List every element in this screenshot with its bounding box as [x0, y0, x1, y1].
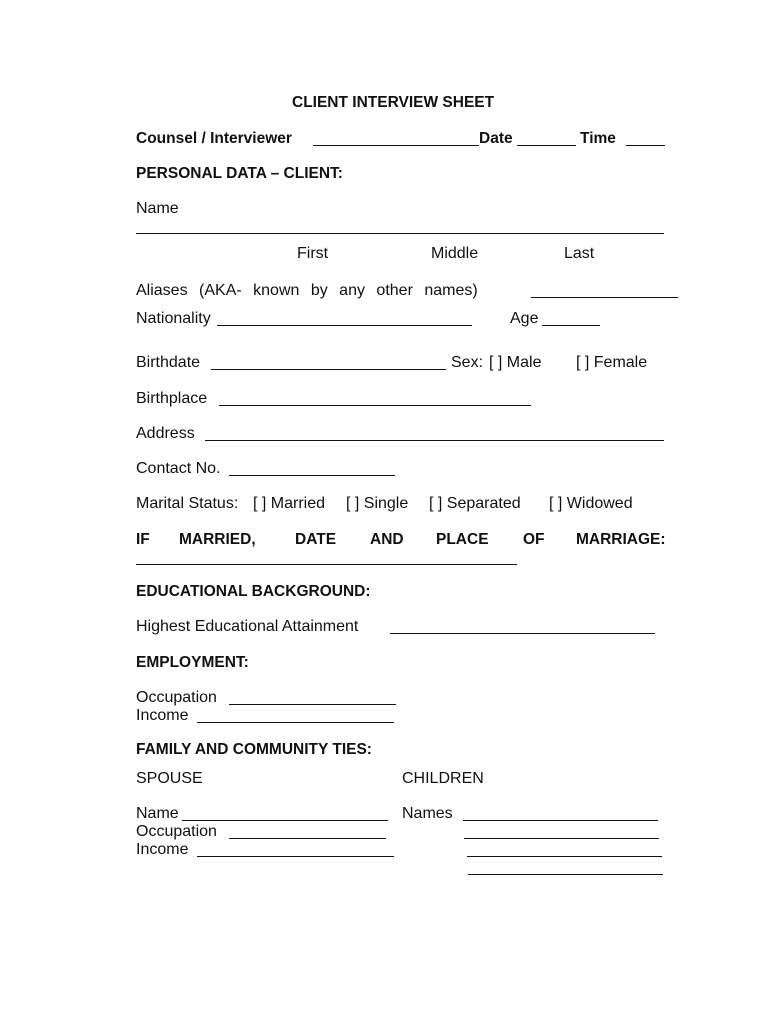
spouse-heading: SPOUSE [136, 770, 203, 787]
if-married-word: PLACE [436, 531, 489, 548]
counsel-field[interactable] [313, 145, 479, 146]
time-field[interactable] [626, 145, 665, 146]
nationality-label: Nationality [136, 310, 211, 327]
nationality-field[interactable] [217, 325, 472, 326]
children-names-label: Names [402, 805, 453, 822]
marital-separated-checkbox[interactable]: [ ] Separated [429, 495, 521, 512]
if-married-word: IF [136, 531, 150, 548]
aliases-field[interactable] [531, 297, 678, 298]
children-heading: CHILDREN [402, 770, 484, 787]
sex-female-checkbox[interactable]: [ ] Female [576, 354, 648, 371]
date-field[interactable] [517, 145, 576, 146]
spouse-income-field[interactable] [197, 856, 394, 857]
marital-status-label: Marital Status: [136, 495, 239, 512]
family-heading: FAMILY AND COMMUNITY TIES: [136, 741, 372, 758]
income-field[interactable] [197, 722, 394, 723]
sex-male-checkbox[interactable]: [ ] Male [489, 354, 542, 371]
marital-widowed-checkbox[interactable]: [ ] Widowed [549, 495, 633, 512]
document-title: CLIENT INTERVIEW SHEET [292, 94, 495, 111]
aliases-label: Aliases (AKA- known by any other names) [136, 282, 478, 299]
address-field[interactable] [205, 440, 664, 441]
spouse-income-label: Income [136, 841, 189, 858]
child-name-field[interactable] [464, 838, 659, 839]
address-label: Address [136, 425, 195, 442]
employment-heading: EMPLOYMENT: [136, 654, 249, 671]
date-label: Date [479, 130, 513, 147]
contact-field[interactable] [229, 475, 395, 476]
occupation-field[interactable] [229, 704, 396, 705]
child-name-field[interactable] [467, 856, 662, 857]
age-field[interactable] [542, 325, 600, 326]
if-married-word: MARRIED, [179, 531, 256, 548]
time-label: Time [580, 130, 616, 147]
spouse-name-field[interactable] [182, 820, 388, 821]
birthplace-label: Birthplace [136, 390, 208, 407]
spouse-occupation-field[interactable] [229, 838, 386, 839]
marriage-date-place-field[interactable] [136, 564, 517, 565]
if-married-word: AND [370, 531, 404, 548]
if-married-word: OF [523, 531, 545, 548]
marital-single-checkbox[interactable]: [ ] Single [346, 495, 409, 512]
sex-label: Sex: [451, 354, 484, 371]
birthplace-field[interactable] [219, 405, 531, 406]
age-label: Age [510, 310, 539, 327]
occupation-label: Occupation [136, 689, 217, 706]
attainment-field[interactable] [390, 633, 655, 634]
contact-label: Contact No. [136, 460, 221, 477]
child-name-field[interactable] [463, 820, 658, 821]
income-label: Income [136, 707, 189, 724]
personal-data-heading: PERSONAL DATA – CLIENT: [136, 165, 343, 182]
education-heading: EDUCATIONAL BACKGROUND: [136, 583, 371, 600]
child-name-field[interactable] [468, 874, 663, 875]
spouse-occupation-label: Occupation [136, 823, 217, 840]
birthdate-label: Birthdate [136, 354, 201, 371]
name-first-caption: First [297, 245, 329, 262]
birthdate-field[interactable] [211, 369, 446, 370]
name-middle-caption: Middle [431, 245, 479, 262]
marital-married-checkbox[interactable]: [ ] Married [253, 495, 326, 512]
if-married-word: MARRIAGE: [576, 531, 666, 548]
attainment-label: Highest Educational Attainment [136, 618, 359, 635]
counsel-label: Counsel / Interviewer [136, 130, 292, 147]
name-field[interactable] [136, 233, 664, 234]
spouse-name-label: Name [136, 805, 179, 822]
name-label: Name [136, 200, 179, 217]
name-last-caption: Last [564, 245, 595, 262]
if-married-word: DATE [295, 531, 337, 548]
